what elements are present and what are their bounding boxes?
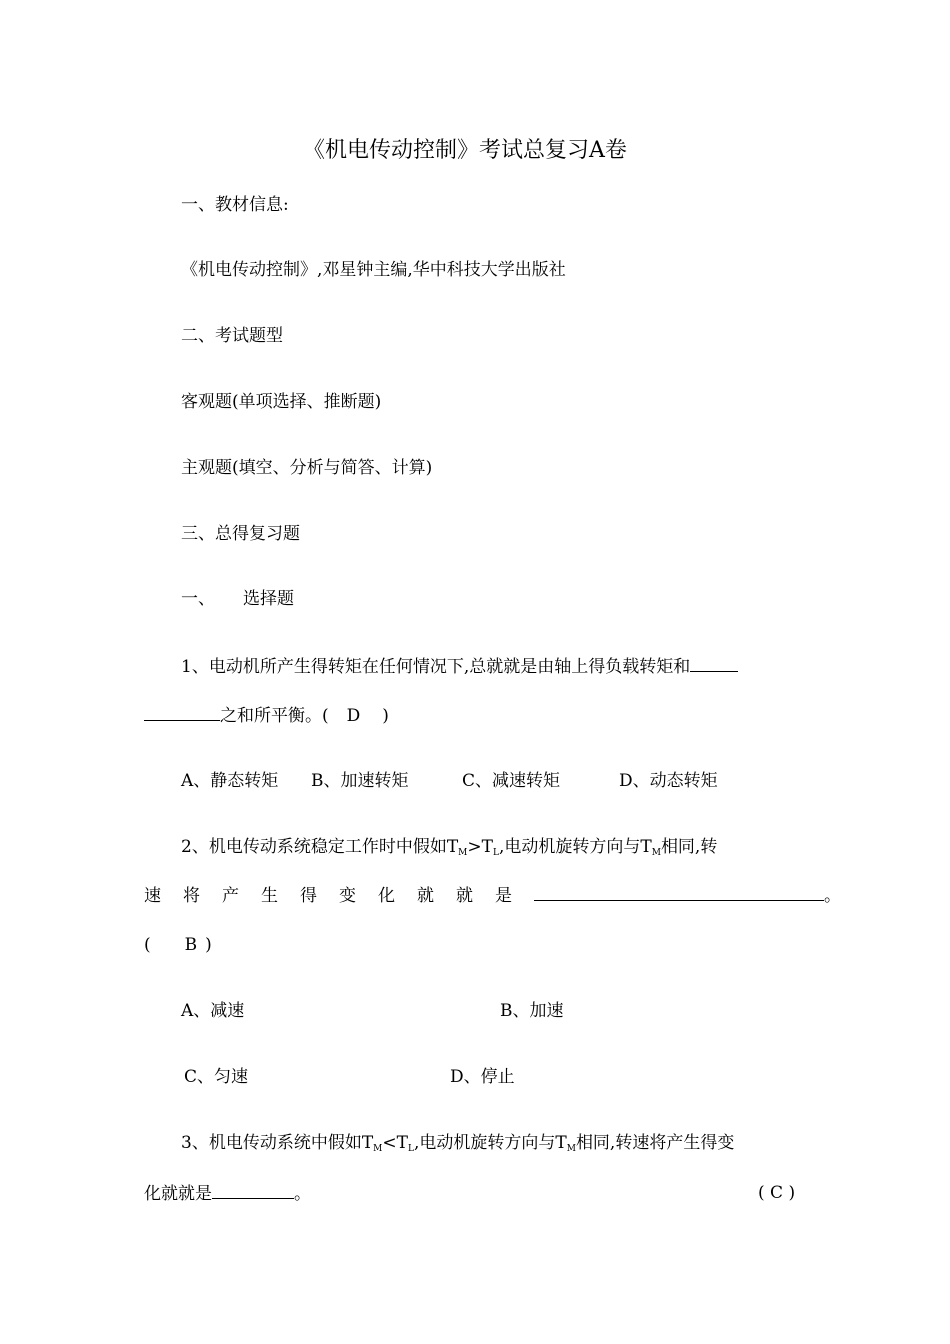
- page-title: 《机电传动控制》考试总复习A卷: [303, 138, 627, 163]
- question-1-option-d: D、动态转矩: [619, 771, 718, 791]
- section-heading-textbook: 一、教材信息:: [181, 195, 289, 215]
- question-1-answer: D: [346, 706, 361, 726]
- section-heading-exam-types: 二、考试题型: [181, 326, 283, 346]
- answer-blank: [690, 655, 738, 672]
- question-2-answer-line: ( B ): [144, 935, 212, 955]
- part-heading: [181, 588, 294, 610]
- subjective-questions: 主观题(填空、分析与简答、计算): [181, 458, 433, 478]
- question-1-line-2: 之和所平衡。( D ): [144, 704, 389, 727]
- textbook-info: 《机电传动控制》,邓星钟主编,华中科技大学出版社: [181, 260, 566, 280]
- question-2-option-c: C、匀速: [184, 1067, 249, 1087]
- answer-blank: [212, 1182, 294, 1199]
- part-number: 一、: [181, 589, 215, 609]
- objective-questions: 客观题(单项选择、推断题): [181, 392, 382, 412]
- question-2-line-1: 2、机电传动系统稳定工作时中假如TM>TL,电动机旋转方向与TM相同,转: [181, 837, 718, 858]
- question-1-option-c: C、减速转矩: [462, 771, 561, 791]
- question-1-text: 1、电动机所产生得转矩在任何情况下,总就就是由轴上得负载转矩和: [181, 657, 691, 677]
- question-2-option-d: D、停止: [450, 1067, 515, 1087]
- question-2-option-a: A、减速: [181, 1001, 245, 1021]
- question-2-answer: B: [184, 935, 198, 955]
- answer-blank: [144, 704, 220, 721]
- answer-blank: [534, 884, 824, 901]
- question-1-option-a: A、静态转矩: [181, 771, 279, 791]
- question-2-line-2: 速将产生得变化就就是 。: [144, 886, 841, 906]
- question-3-answer: ( C ): [758, 1183, 796, 1203]
- question-1-option-b: B、加速转矩: [311, 771, 409, 791]
- question-3-line-1: 3、机电传动系统中假如TM<TL,电动机旋转方向与TM相同,转速将产生得变: [181, 1133, 735, 1154]
- part-name: 选择题: [243, 589, 294, 609]
- section-heading-review: 三、总得复习题: [181, 524, 300, 544]
- question-2-option-b: B、加速: [500, 1001, 564, 1021]
- question-1-line-1: [181, 655, 738, 678]
- question-3-line-2: 化就就是 。: [144, 1184, 311, 1204]
